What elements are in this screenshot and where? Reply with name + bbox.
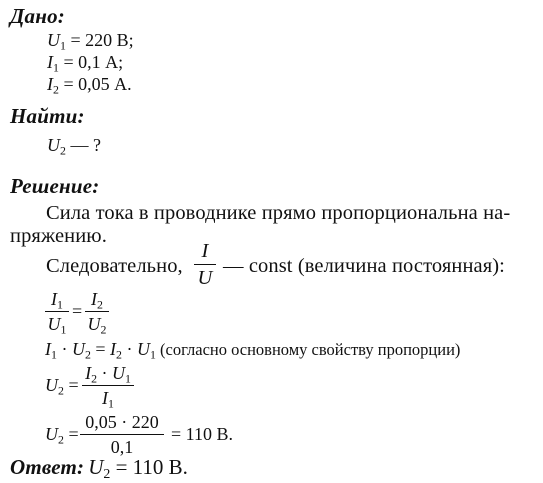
var-symbol: U [47, 30, 60, 50]
var-subscript: 2 [53, 82, 59, 97]
var-subscript: 1 [60, 38, 66, 53]
therefore-suffix: — const (величина постоянная): [223, 255, 505, 277]
fraction-denominator: $U_2$ [87, 314, 107, 337]
fraction-numerator: $I_2$ [91, 289, 103, 312]
proportion-equals: = [72, 301, 83, 321]
given-i2 [47, 74, 132, 95]
given-i1 [47, 52, 123, 73]
fraction-bar [194, 264, 216, 265]
solution-heading: Решение: [10, 174, 100, 198]
find-heading: Найти: [10, 104, 85, 128]
var-symbol: I [47, 52, 53, 72]
proportion-right-fraction [85, 289, 109, 335]
ratio-numerator: I [201, 240, 209, 262]
ratio-fraction [194, 240, 216, 290]
var-subscript: 2 [60, 143, 66, 158]
var-symbol: U [47, 135, 60, 155]
given-u1 [47, 30, 134, 51]
given-heading: Дано: [10, 4, 65, 28]
answer-value: $U_2 = 110$ В. [88, 455, 188, 481]
ratio-denominator: U [197, 267, 213, 289]
calc-fraction [80, 412, 164, 458]
given-value: = 0,1 А; [58, 52, 124, 72]
var-subscript: 1 [53, 60, 59, 75]
var-symbol: I [47, 74, 53, 94]
given-value: = 0,05 А. [58, 74, 132, 94]
fraction-denominator: 0,1 [110, 437, 134, 457]
solution-paragraph-line2: пряжению. [10, 225, 107, 247]
answer-heading: Ответ: [10, 455, 85, 479]
calc-result: = 110 В. [171, 424, 233, 444]
fraction-numerator: $I_1$ [51, 289, 63, 312]
find-u2 [47, 135, 101, 156]
fraction-numerator: $I_2 \cdot U_1$ [85, 363, 131, 386]
therefore-prefix: Следовательно, [46, 255, 183, 277]
product-line: $I_1 \cdot U_2 = I_2 \cdot U_1$ (согласно основному свойству пропорции) [45, 339, 461, 362]
formula-fraction [82, 363, 134, 409]
fraction-denominator: $U_1$ [47, 314, 67, 337]
find-value: — ? [65, 135, 101, 155]
proportion-left-fraction [45, 289, 69, 335]
calc-lhs: $U_2$ = [45, 424, 79, 447]
answer-line [10, 455, 188, 480]
fraction-bar [80, 434, 164, 435]
solution-paragraph-line1: Сила тока в проводнике прямо пропорциональна на- [46, 202, 511, 224]
given-value: = 220 В; [65, 30, 134, 50]
fraction-numerator: 0,05 · 220 [85, 412, 159, 432]
product-note: (согласно основному свойству пропорции) [155, 340, 461, 359]
fraction-denominator: $I_1$ [102, 388, 114, 411]
formula-lhs: $U_2$ = [45, 375, 79, 398]
